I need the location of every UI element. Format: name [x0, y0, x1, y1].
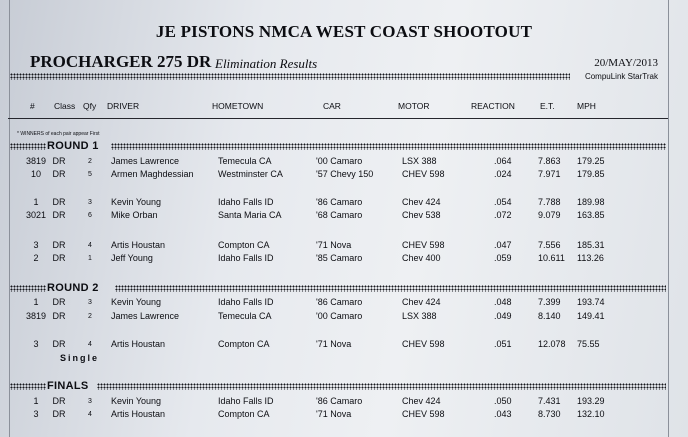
- cell-qfy: 5: [88, 171, 92, 178]
- cell-class: DR: [52, 169, 66, 179]
- right-margin-rule: [668, 0, 669, 437]
- cell-class: DR: [52, 297, 66, 307]
- round-label: FINALS: [47, 380, 89, 392]
- cell-driver: Kevin Young: [111, 297, 162, 307]
- cell-car: '68 Camaro: [316, 210, 363, 220]
- cell-driver: Artis Houstan: [111, 409, 166, 419]
- cell-reaction: .050: [494, 396, 512, 406]
- cell-et: 7.399: [538, 297, 561, 307]
- cell-num: 3819: [25, 311, 47, 321]
- cell-num: 3021: [25, 210, 47, 220]
- cell-car: '71 Nova: [316, 240, 352, 250]
- cell-driver: Artis Houstan: [111, 240, 166, 250]
- cell-qfy: 2: [88, 313, 92, 320]
- cell-car: '86 Camaro: [316, 297, 363, 307]
- cell-hometown: Idaho Falls ID: [218, 197, 274, 207]
- class-title: PROCHARGER 275 DR: [30, 52, 212, 71]
- cell-et: 9.079: [538, 210, 561, 220]
- round-band-dots-left: [10, 383, 46, 390]
- cell-et: 7.863: [538, 156, 561, 166]
- cell-motor: Chev 424: [402, 396, 441, 406]
- cell-motor: Chev 400: [402, 253, 441, 263]
- cell-class: DR: [52, 311, 66, 321]
- cell-reaction: .064: [494, 156, 512, 166]
- cell-car: '71 Nova: [316, 409, 352, 419]
- round-band-dots-right: [97, 383, 666, 390]
- cell-class: DR: [52, 253, 66, 263]
- cell-reaction: .072: [494, 210, 512, 220]
- cell-driver: Kevin Young: [111, 396, 162, 406]
- header-dot-rule: [10, 73, 570, 80]
- round-band-dots-left: [10, 285, 46, 292]
- cell-reaction: .043: [494, 409, 512, 419]
- cell-mph: 193.29: [577, 396, 605, 406]
- cell-motor: CHEV 598: [402, 339, 445, 349]
- cell-et: 10.611: [538, 253, 565, 263]
- cell-reaction: .047: [494, 240, 512, 250]
- cell-mph: 189.98: [577, 197, 605, 207]
- cell-car: '86 Camaro: [316, 396, 363, 406]
- cell-et: 7.788: [538, 197, 561, 207]
- cell-driver: James Lawrence: [111, 156, 180, 166]
- col-header-class: Class: [54, 101, 76, 111]
- cell-num: 3819: [25, 156, 47, 166]
- cell-hometown: Compton CA: [218, 240, 270, 250]
- cell-reaction: .024: [494, 169, 512, 179]
- round-band-dots-right: [115, 285, 666, 292]
- cell-mph: 179.85: [577, 169, 605, 179]
- cell-hometown: Compton CA: [218, 409, 270, 419]
- cell-et: 12.078: [538, 339, 566, 349]
- cell-qfy: 1: [88, 255, 92, 262]
- cell-motor: LSX 388: [402, 156, 437, 166]
- cell-mph: 132.10: [577, 409, 605, 419]
- cell-mph: 75.55: [577, 339, 600, 349]
- cell-car: '57 Chevy 150: [316, 169, 374, 179]
- cell-et: 7.556: [538, 240, 561, 250]
- cell-mph: 185.31: [577, 240, 605, 250]
- cell-qfy: 4: [88, 411, 92, 418]
- cell-motor: Chev 538: [402, 210, 441, 220]
- cell-qfy: 6: [88, 212, 92, 219]
- cell-num: 1: [33, 297, 39, 307]
- cell-motor: CHEV 598: [402, 409, 445, 419]
- vendor-label: CompuLink StarTrak: [584, 72, 658, 81]
- cell-hometown: Santa Maria CA: [218, 210, 282, 220]
- cell-num: 1: [33, 197, 39, 207]
- left-margin-rule: [9, 0, 10, 437]
- col-header-et: E.T.: [540, 101, 555, 111]
- cell-reaction: .054: [494, 197, 512, 207]
- cell-num: 1: [33, 396, 39, 406]
- cell-hometown: Idaho Falls ID: [218, 396, 274, 406]
- cell-reaction: .048: [494, 297, 512, 307]
- cell-driver: Mike Orban: [111, 210, 158, 220]
- cell-hometown: Temecula CA: [218, 156, 272, 166]
- cell-driver: Armen Maghdessian: [111, 169, 194, 179]
- winners-note: * WINNERS of each pair appear First: [17, 131, 100, 137]
- cell-mph: 193.74: [577, 297, 605, 307]
- col-header-reaction: REACTION: [471, 101, 515, 111]
- cell-driver: James Lawrence: [111, 311, 180, 321]
- single-run-label: Single: [60, 353, 100, 363]
- cell-num: 10: [30, 169, 41, 179]
- cell-reaction: .059: [494, 253, 512, 263]
- col-header-num: #: [30, 101, 35, 111]
- cell-num: 3: [33, 240, 39, 250]
- cell-car: '86 Camaro: [316, 197, 363, 207]
- cell-et: 7.971: [538, 169, 561, 179]
- round-label: ROUND 1: [47, 140, 99, 152]
- cell-class: DR: [52, 240, 66, 250]
- col-header-motor: MOTOR: [398, 101, 430, 111]
- cell-reaction: .049: [494, 311, 512, 321]
- cell-reaction: .051: [494, 339, 512, 349]
- col-header-hometown: HOMETOWN: [212, 101, 264, 111]
- cell-qfy: 3: [88, 299, 92, 306]
- cell-mph: 149.41: [577, 311, 605, 321]
- header-underline: [8, 118, 668, 119]
- cell-class: DR: [52, 396, 66, 406]
- cell-num: 3: [33, 339, 39, 349]
- col-header-mph: MPH: [577, 101, 596, 111]
- cell-et: 8.140: [538, 311, 561, 321]
- col-header-qfy: Qfy: [83, 101, 97, 111]
- cell-class: DR: [52, 156, 66, 166]
- cell-mph: 163.85: [577, 210, 605, 220]
- cell-car: '71 Nova: [316, 339, 352, 349]
- cell-motor: CHEV 598: [402, 169, 445, 179]
- cell-car: '00 Camaro: [316, 156, 363, 166]
- results-date: 20/MAY/2013: [594, 57, 658, 69]
- cell-et: 8.730: [538, 409, 561, 419]
- cell-qfy: 4: [88, 242, 92, 249]
- cell-driver: Jeff Young: [111, 253, 153, 263]
- round-band-dots-left: [10, 143, 46, 150]
- cell-class: DR: [52, 339, 66, 349]
- col-header-car: CAR: [323, 101, 341, 111]
- cell-qfy: 2: [88, 158, 92, 165]
- cell-car: '85 Camaro: [316, 253, 363, 263]
- cell-car: '00 Camaro: [316, 311, 363, 321]
- cell-hometown: Compton CA: [218, 339, 270, 349]
- round-label: ROUND 2: [47, 282, 99, 294]
- cell-hometown: Idaho Falls ID: [218, 253, 274, 263]
- cell-qfy: 3: [88, 398, 92, 405]
- cell-num: 2: [33, 253, 39, 263]
- cell-qfy: 3: [88, 199, 92, 206]
- event-title: JE PISTONS NMCA WEST COAST SHOOTOUT: [155, 22, 533, 41]
- cell-hometown: Idaho Falls ID: [218, 297, 274, 307]
- cell-class: DR: [52, 210, 66, 220]
- cell-et: 7.431: [538, 396, 561, 406]
- cell-motor: Chev 424: [402, 197, 441, 207]
- cell-class: DR: [52, 409, 66, 419]
- cell-motor: Chev 424: [402, 297, 441, 307]
- cell-hometown: Temecula CA: [218, 311, 272, 321]
- cell-driver: Kevin Young: [111, 197, 162, 207]
- cell-mph: 113.26: [577, 253, 604, 263]
- col-header-driver: DRIVER: [107, 101, 140, 111]
- cell-driver: Artis Houstan: [111, 339, 166, 349]
- cell-motor: CHEV 598: [402, 240, 445, 250]
- cell-mph: 179.25: [577, 156, 605, 166]
- cell-num: 3: [33, 409, 39, 419]
- round-band-dots-right: [111, 143, 666, 150]
- cell-motor: LSX 388: [402, 311, 437, 321]
- cell-qfy: 4: [88, 341, 92, 348]
- cell-class: DR: [52, 197, 66, 207]
- results-subtitle: Elimination Results: [215, 56, 318, 71]
- cell-hometown: Westminster CA: [218, 169, 283, 179]
